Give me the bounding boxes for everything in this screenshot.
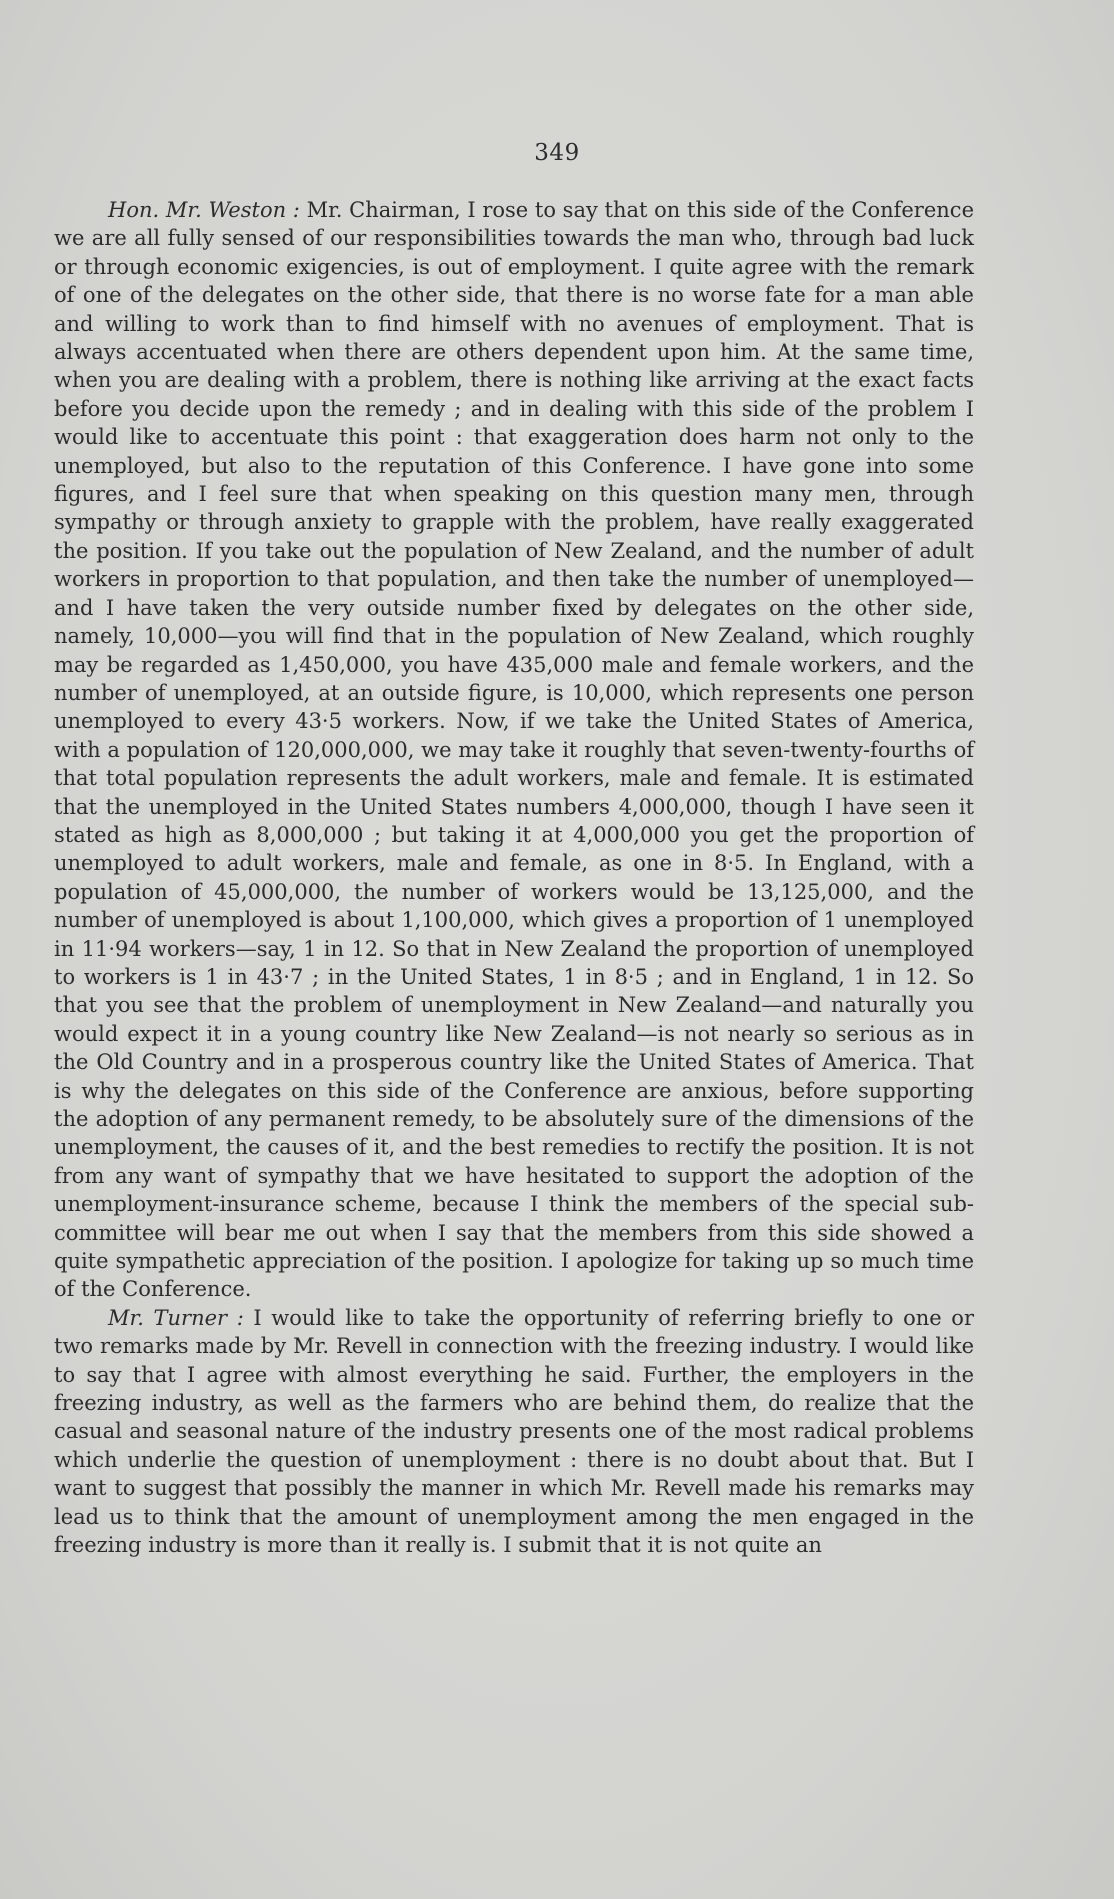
page-number: 349	[534, 140, 580, 166]
speaker-name: Hon. Mr. Weston :	[108, 198, 300, 222]
body-text	[54, 196, 974, 1560]
paragraph-turner	[54, 1304, 974, 1560]
speech-text: Mr. Chairman, I rose to say that on this side of the Conference we are all fully sensed of our responsibilities towards the man who, through bad luck or through economic exigencies, is out of employment. I quite agree with the remark of one of the delegates on the other side, that there is no worse fate for a man able and willing to work than to find himself with no avenues of employment. That is always accentuated when there are others dependent upon him. At the same time, when you are dealing with a problem, there is nothing like arriving at the exact facts before you decide upon the remedy ; and in dealing with this side of the problem I would like to accentuate this point : that exaggeration does harm not only to the unemployed, but also to the reputation of this Conference. I have gone into some figures, and I feel sure that when speaking on this question many men, through sympathy or through anxiety to grapple with the problem, have really exaggerated the position. If you take out the population of New Zealand, and the number of adult workers in proportion to that population, and then take the number of unemployed—and I have taken the very outside number fixed by delegates on the other side, namely, 10,000—you will find that in the population of New Zealand, which roughly may be regarded as 1,450,000, you have 435,000 male and female workers, and the number of unemployed, at an outside figure, is 10,000, which represents one person unemployed to every 43·5 workers. Now, if we take the United States of America, with a population of 120,000,000, we may take it roughly that seven-twenty-fourths of that total population represents the adult workers, male and female. It is estimated that the unemployed in the United States numbers 4,000,000, though I have seen it stated as high as 8,000,000 ; but taking it at 4,000,000 you get the proportion of unemployed to adult workers, male and female, as one in 8·5. In England, with a population of 45,000,000, the number of workers would be 13,125,000, and the number of unemployed is about 1,100,000, which gives a proportion of 1 unemployed in 11·94 workers—say, 1 in 12. So that in New Zealand the proportion of unemployed to workers is 1 in 43·7 ; in the United States, 1 in 8·5 ; and in England, 1 in 12. So that you see that the problem of unemployment in New Zealand—and naturally you would expect it in a young country like New Zealand—is not nearly so serious as in the Old Country and in a prosperous country like the United States of America. That is why the delegates on this side of the Conference are anxious, before supporting the adoption of any permanent remedy, to be absolutely sure of the dimensions of the unemployment, the causes of it, and the best remedies to rectify the position. It is not from any want of sympathy that we have hesitated to support the adoption of the unemployment-insurance scheme, because I think the members of the special sub-committee will bear me out when I say that the members from this side showed a quite sympathetic appreciation of the position. I apologize for taking up so much time of the Conference.	[54, 198, 974, 1302]
speech-text: I would like to take the opportunity of referring briefly to one or two remarks made by Mr. Revell in connection with the freezing industry. I would like to say that I agree with almost everything he said. Further, the employers in the freezing industry, as well as the farmers who are behind them, do realize that the casual and seasonal nature of the industry presents one of the most radical problems which underlie the question of unemployment : there is no doubt about that. But I want to suggest that possibly the manner in which Mr. Revell made his remarks may lead us to think that the amount of unemployment among the men engaged in the freezing industry is more than it really is. I submit that it is not quite an	[54, 1305, 974, 1558]
speaker-name: Mr. Turner :	[108, 1305, 244, 1330]
paragraph-weston	[54, 196, 974, 1304]
